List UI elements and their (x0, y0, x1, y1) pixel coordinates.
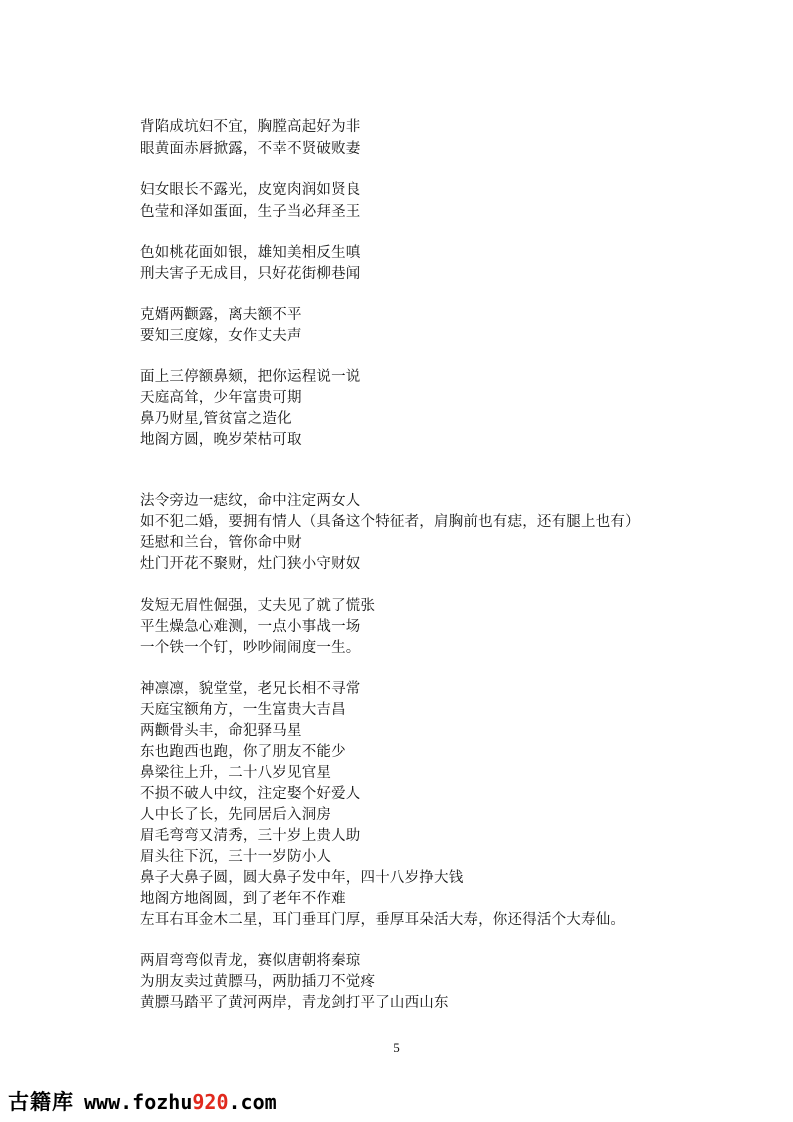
text-line: 色莹和泽如蛋面，生子当必拜圣王 (140, 204, 361, 220)
text-line: 为朋友卖过黄膘马，两肋插刀不觉疼 (140, 974, 376, 990)
footer-site-name: 古籍库 (8, 1090, 74, 1114)
text-line: 左耳右耳金木二星，耳门垂耳门厚，垂厚耳朵活大寿，你还得活个大寿仙。 (140, 912, 626, 928)
text-line: 黄膘马踏平了黄河两岸，青龙剑打平了山西山东 (140, 995, 449, 1011)
footer-url-prefix: www.fozhu (84, 1090, 193, 1114)
text-line: 法令旁边一痣纹，命中注定两女人 (140, 493, 361, 509)
text-line: 妇女眼长不露光，皮宽肉润如贤良 (140, 182, 361, 198)
footer-watermark (8, 1086, 277, 1116)
text-line: 天庭宝额角方，一生富贵大吉昌 (140, 702, 346, 718)
text-line: 发短无眉性倔强，丈夫见了就了慌张 (140, 598, 376, 614)
text-line: 眉毛弯弯又清秀，三十岁上贵人助 (140, 828, 361, 844)
text-line: 如不犯二婚，要拥有情人（具备这个特征者，肩胸前也有痣，还有腿上也有） (140, 514, 640, 530)
text-line: 背陷成坑妇不宜，胸膛高起好为非 (140, 119, 361, 135)
text-line: 眉头往下沉，三十一岁防小人 (140, 849, 332, 865)
footer-url-number: 920 (192, 1090, 229, 1114)
text-line: 一个铁一个钉，吵吵闹闹度一生。 (140, 640, 361, 656)
text-line: 东也跑西也跑，你了朋友不能少 (140, 744, 346, 760)
text-line: 克婿两颧露，离夫额不平 (140, 307, 302, 323)
text-line: 地阁方圆，晚岁荣枯可取 (140, 432, 302, 448)
text-line: 灶门开花不聚财，灶门狭小守财奴 (140, 556, 361, 572)
text-line: 要知三度嫁，女作丈夫声 (140, 328, 302, 344)
text-line: 鼻子大鼻子圆，圆大鼻子发中年，四十八岁挣大钱 (140, 870, 464, 886)
text-line: 平生燥急心难测，一点小事战一场 (140, 619, 361, 635)
text-line: 眼黄面赤唇掀露，不幸不贤破败妻 (140, 141, 361, 157)
text-line: 不损不破人中纹，注定娶个好爱人 (140, 786, 361, 802)
text-line: 天庭高耸，少年富贵可期 (140, 390, 302, 406)
text-line: 两眉弯弯似青龙，赛似唐朝将秦琼 (140, 953, 361, 969)
footer-url[interactable] (84, 1090, 277, 1114)
footer-url-suffix: .com (228, 1090, 277, 1114)
text-line: 色如桃花面如银，雄知美相反生嗔 (140, 245, 361, 261)
text-line: 地阁方地阁圆，到了老年不作难 (140, 891, 346, 907)
page-number: 5 (393, 1040, 400, 1055)
text-line: 两颧骨头丰，命犯驿马星 (140, 723, 302, 739)
text-line: 人中长了长，先同居后入洞房 (140, 807, 332, 823)
text-line: 刑夫害子无成目，只好花街柳巷闻 (140, 266, 361, 282)
text-line: 鼻梁往上升，二十八岁见官星 (140, 765, 332, 781)
text-line: 面上三停额鼻颏，把你运程说一说 (140, 369, 361, 385)
text-line: 神凛凛，貌堂堂，老兄长相不寻常 (140, 681, 361, 697)
text-line: 廷慰和兰台，管你命中财 (140, 535, 302, 551)
text-line: 鼻乃财星,管贫富之造化 (140, 411, 292, 427)
